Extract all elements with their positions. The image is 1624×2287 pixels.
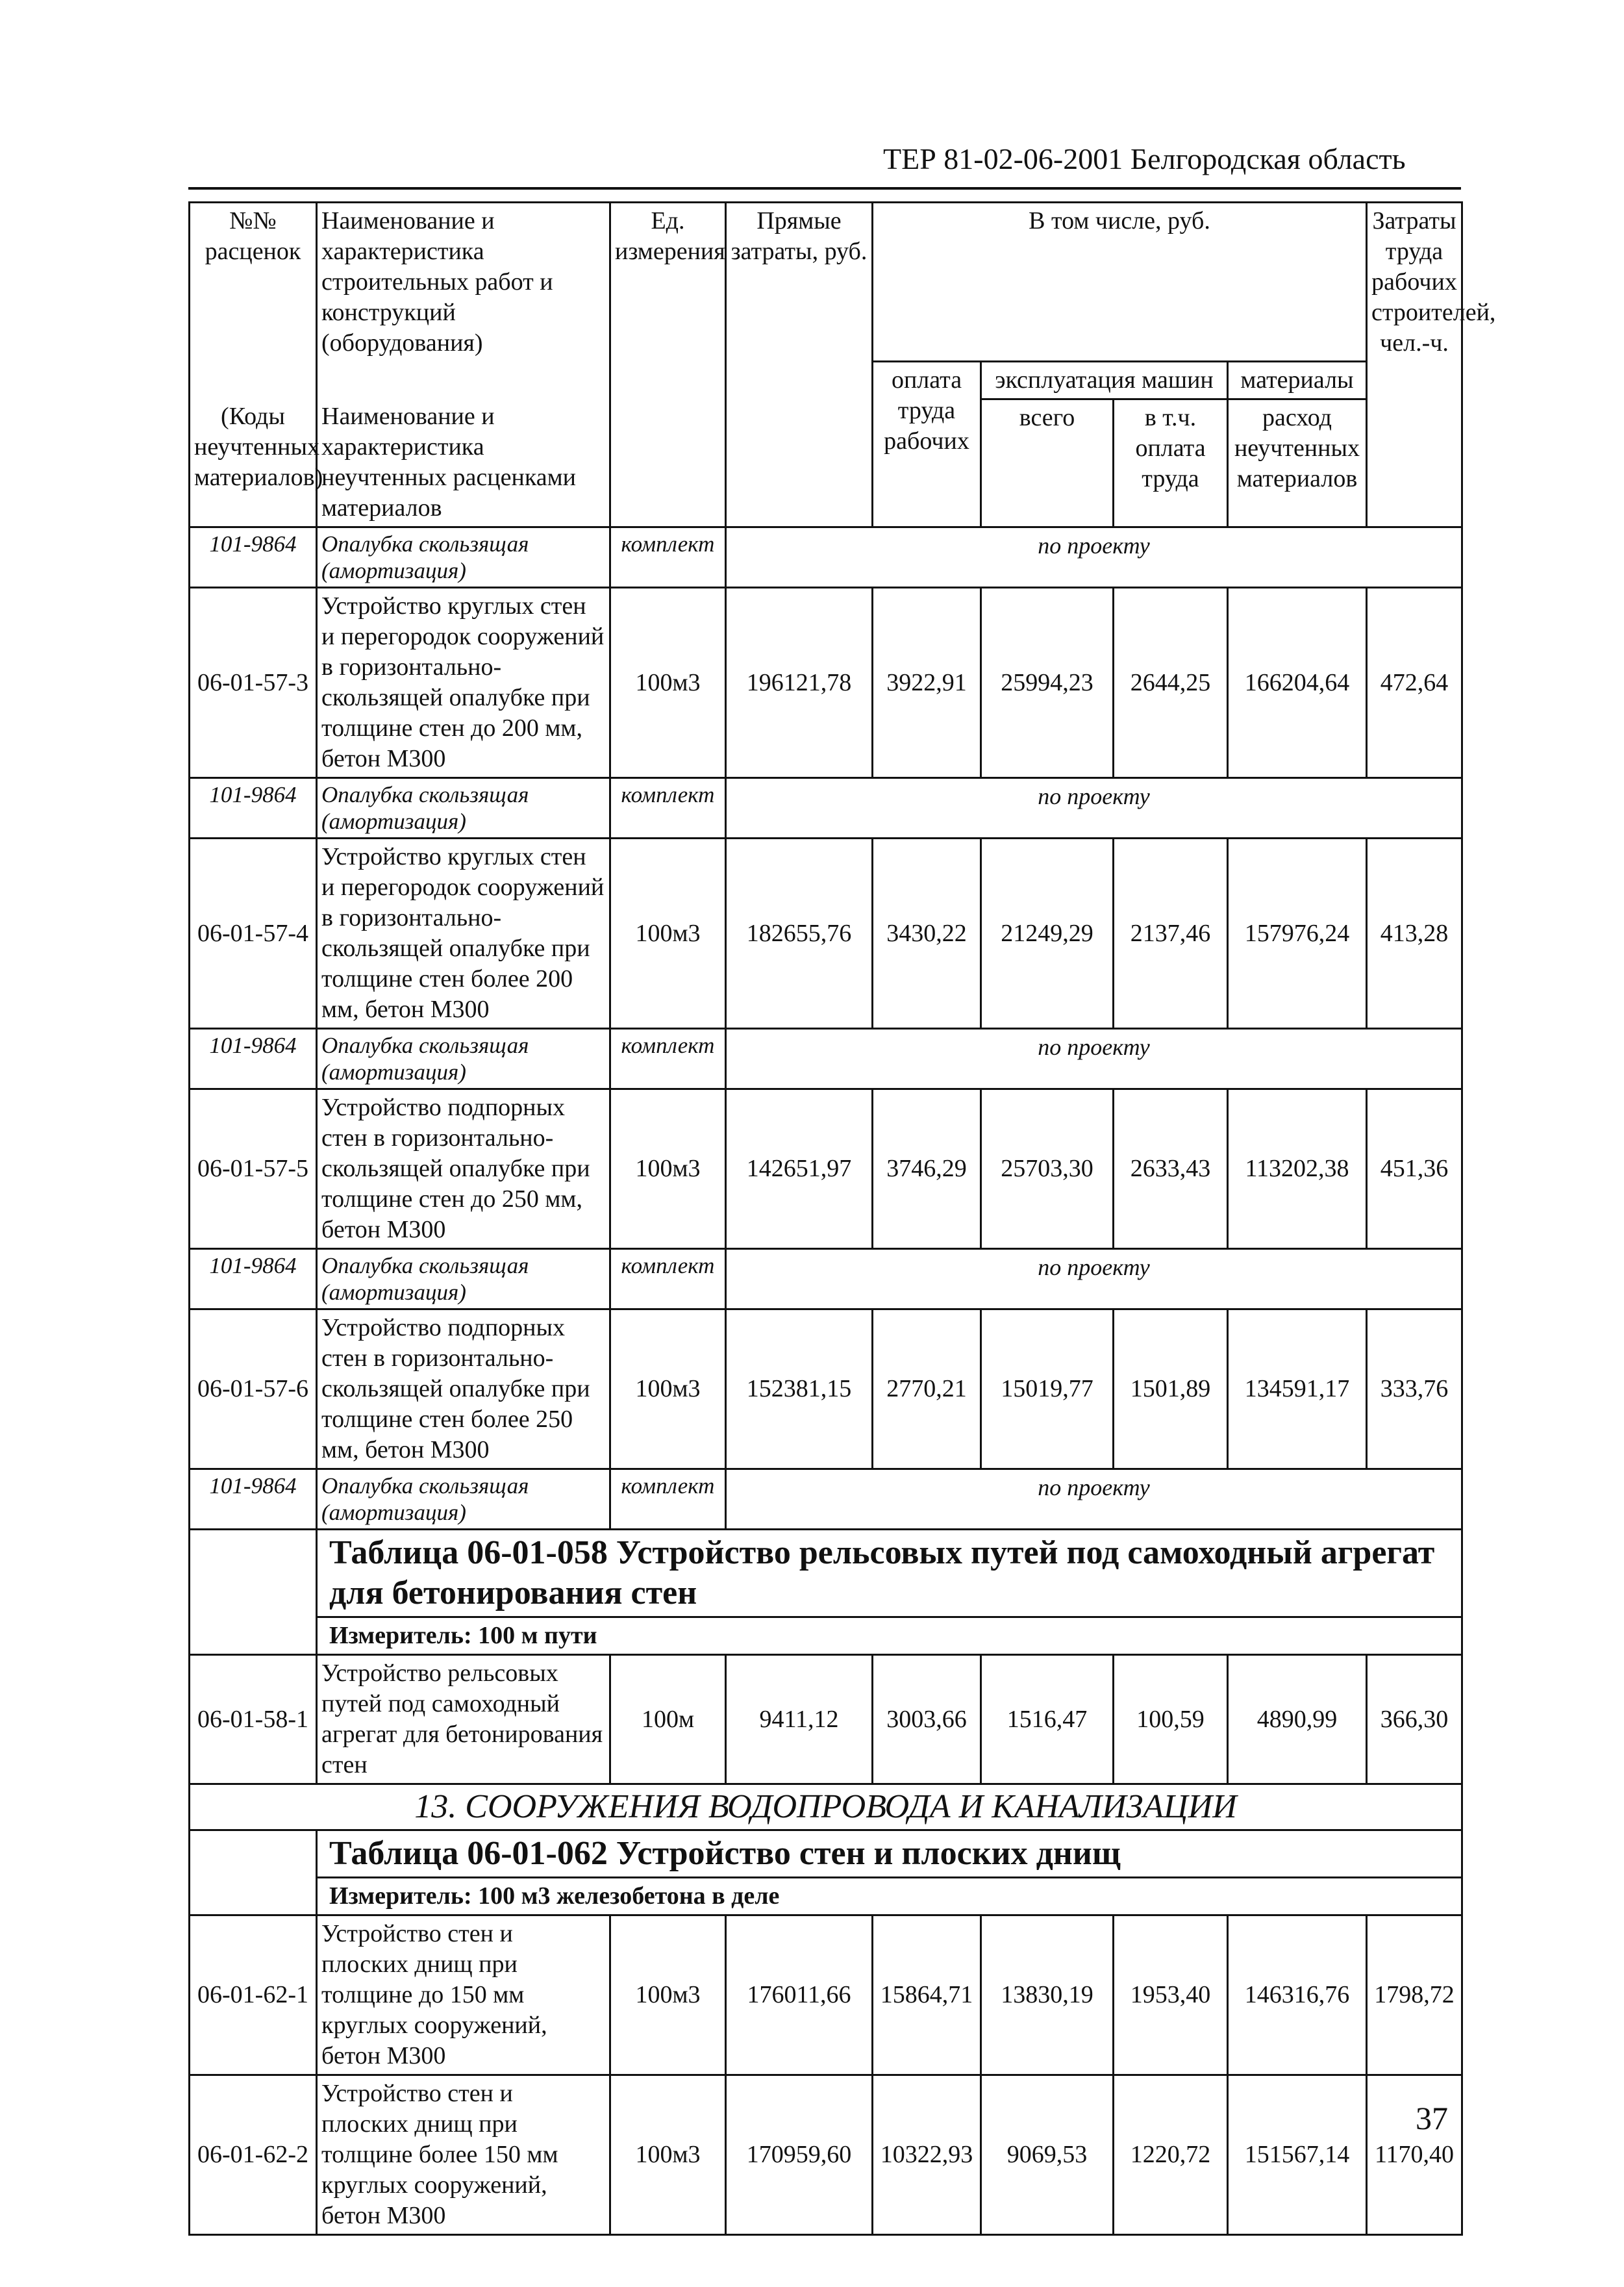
chapter-title: 13. СООРУЖЕНИЯ ВОДОПРОВОДА И КАНАЛИЗАЦИИ [190, 1784, 1462, 1830]
row-name: Устройство рельсовых путей под самоходный агрегат для бетонирования стен [317, 1655, 610, 1784]
row-labor: 366,30 [1367, 1655, 1462, 1784]
row-name: Устройство подпорных стен в горизонтально-скользящей опалубке при толщине стен более 250 мм, бетон М300 [317, 1309, 610, 1469]
row-direct: 182655,76 [726, 839, 873, 1029]
row-labor: 333,76 [1367, 1309, 1462, 1469]
row-mat: 4890,99 [1228, 1655, 1367, 1784]
table-row [190, 1915, 1462, 2075]
row-code: 06-01-58-1 [190, 1655, 317, 1784]
col-mach-total-header: всего [981, 399, 1114, 527]
col-mach-header: эксплуатация машин [981, 361, 1228, 399]
row-mat: 146316,76 [1228, 1915, 1367, 2075]
section-code-spacer [190, 1830, 317, 1915]
row-labor: 451,36 [1367, 1089, 1462, 1249]
row-direct: 196121,78 [726, 588, 873, 778]
price-table [188, 201, 1496, 2236]
col-unit-header: Ед. измерения [610, 203, 726, 527]
row-unit: 100м3 [610, 2075, 726, 2235]
row-mach-pay: 2633,43 [1114, 1089, 1228, 1249]
row-mach-pay: 1501,89 [1114, 1309, 1228, 1469]
row-code: 06-01-57-3 [190, 588, 317, 778]
table-58-title: Таблица 06-01-058 Устройство рельсовых путей под самоходный агрегат для бетонирования стен [317, 1530, 1462, 1617]
row-direct: 142651,97 [726, 1089, 873, 1249]
row-pay: 3430,22 [873, 839, 981, 1029]
material-value: по проекту [726, 1469, 1462, 1530]
material-value: по проекту [726, 527, 1462, 588]
row-labor: 1170,40 [1367, 2075, 1462, 2235]
row-mach: 15019,77 [981, 1309, 1114, 1469]
col-incl-header: В том числе, руб. [873, 203, 1367, 362]
row-unit: 100м3 [610, 1915, 726, 2075]
table-row [190, 1655, 1462, 1784]
page-header-title: ТЕР 81-02-06-2001 Белгородская область [883, 142, 1406, 175]
row-labor: 472,64 [1367, 588, 1462, 778]
col-mat-header: материалы [1228, 361, 1367, 399]
material-unit: комплект [610, 778, 726, 839]
row-labor: 413,28 [1367, 839, 1462, 1029]
row-mat: 151567,14 [1228, 2075, 1367, 2235]
col-name-sub-header: Наименование и характеристика неучтенных расценками материалов [317, 399, 610, 527]
page-number: 37 [1416, 2100, 1448, 2136]
measure-row [190, 1878, 1462, 1915]
row-mach: 9069,53 [981, 2075, 1114, 2235]
header-row-1 [190, 203, 1462, 362]
row-name: Устройство круглых стен и перегородок сооружений в горизонтально-скользящей опалубке при толщине стен до 200 мм, бетон М300 [317, 588, 610, 778]
row-pay: 15864,71 [873, 1915, 981, 2075]
row-unit: 100м3 [610, 588, 726, 778]
material-row [190, 1249, 1462, 1309]
material-code: 101-9864 [190, 778, 317, 839]
row-pay: 3922,91 [873, 588, 981, 778]
row-code: 06-01-62-1 [190, 1915, 317, 2075]
col-pay-header: оплата труда рабочих [873, 361, 981, 527]
material-code: 101-9864 [190, 1029, 317, 1089]
row-mach: 25994,23 [981, 588, 1114, 778]
row-mach-pay: 100,59 [1114, 1655, 1228, 1784]
material-value: по проекту [726, 1249, 1462, 1309]
table-row [190, 2075, 1462, 2235]
row-labor: 1798,72 [1367, 1915, 1462, 2075]
material-value: по проекту [726, 1029, 1462, 1089]
material-unit: комплект [610, 1029, 726, 1089]
table-62-title: Таблица 06-01-062 Устройство стен и плоских днищ [317, 1830, 1462, 1878]
row-unit: 100м3 [610, 1309, 726, 1469]
row-code: 06-01-62-2 [190, 2075, 317, 2235]
material-name: Опалубка скользящая (амортизация) [317, 1249, 610, 1309]
row-name: Устройство круглых стен и перегородок сооружений в горизонтально-скользящей опалубке при толщине стен более 200 мм, бетон М300 [317, 839, 610, 1029]
section-title-row [190, 1830, 1462, 1878]
row-unit: 100м3 [610, 1089, 726, 1249]
row-name: Устройство подпорных стен в горизонтально-скользящей опалубке при толщине стен до 250 мм, бетон М300 [317, 1089, 610, 1249]
chapter-row [190, 1784, 1462, 1830]
section-title-row [190, 1530, 1462, 1617]
material-row [190, 527, 1462, 588]
material-code: 101-9864 [190, 527, 317, 588]
col-code-spacer [190, 361, 317, 399]
row-name: Устройство стен и плоских днищ при толщине более 150 мм круглых сооружений, бетон М300 [317, 2075, 610, 2235]
row-name: Устройство стен и плоских днищ при толщине до 150 мм круглых сооружений, бетон М300 [317, 1915, 610, 2075]
section-code-spacer [190, 1530, 317, 1655]
row-mach: 25703,30 [981, 1089, 1114, 1249]
table-62-measure: Измеритель: 100 м3 железобетона в деле [317, 1878, 1462, 1915]
row-mach: 13830,19 [981, 1915, 1114, 2075]
col-labor-header: Затраты труда рабочих строителей, чел.-ч. [1367, 203, 1462, 527]
material-row [190, 1469, 1462, 1530]
header-rule [188, 187, 1461, 190]
measure-row [190, 1617, 1462, 1655]
material-name: Опалубка скользящая (амортизация) [317, 1029, 610, 1089]
row-mat: 113202,38 [1228, 1089, 1367, 1249]
row-mach: 1516,47 [981, 1655, 1114, 1784]
material-name: Опалубка скользящая (амортизация) [317, 527, 610, 588]
row-mach-pay: 1953,40 [1114, 1915, 1228, 2075]
material-code: 101-9864 [190, 1249, 317, 1309]
row-code: 06-01-57-6 [190, 1309, 317, 1469]
material-unit: комплект [610, 1249, 726, 1309]
row-pay: 3746,29 [873, 1089, 981, 1249]
row-unit: 100м3 [610, 839, 726, 1029]
material-unit: комплект [610, 527, 726, 588]
table-58-measure: Измеритель: 100 м пути [317, 1617, 1462, 1655]
row-mach-pay: 2137,46 [1114, 839, 1228, 1029]
table-row [190, 1089, 1462, 1249]
row-mach-pay: 1220,72 [1114, 2075, 1228, 2235]
row-mat: 157976,24 [1228, 839, 1367, 1029]
material-name: Опалубка скользящая (амортизация) [317, 1469, 610, 1530]
row-mach-pay: 2644,25 [1114, 588, 1228, 778]
material-value: по проекту [726, 778, 1462, 839]
row-pay: 3003,66 [873, 1655, 981, 1784]
row-code: 06-01-57-5 [190, 1089, 317, 1249]
material-unit: комплект [610, 1469, 726, 1530]
row-pay: 2770,21 [873, 1309, 981, 1469]
row-direct: 152381,15 [726, 1309, 873, 1469]
row-unit: 100м [610, 1655, 726, 1784]
table-row [190, 1309, 1462, 1469]
col-name-header: Наименование и характеристика строительных работ и конструкций (оборудования) [317, 203, 610, 362]
row-pay: 10322,93 [873, 2075, 981, 2235]
row-direct: 176011,66 [726, 1915, 873, 2075]
table-row [190, 839, 1462, 1029]
row-direct: 170959,60 [726, 2075, 873, 2235]
row-direct: 9411,12 [726, 1655, 873, 1784]
row-mach: 21249,29 [981, 839, 1114, 1029]
row-mat: 134591,17 [1228, 1309, 1367, 1469]
table-row [190, 588, 1462, 778]
col-mat-sub-header: расход неучтенных материалов [1228, 399, 1367, 527]
col-direct-header: Прямые затраты, руб. [726, 203, 873, 527]
col-code-sub-header: (Коды неучтенных материалов) [190, 399, 317, 527]
row-code: 06-01-57-4 [190, 839, 317, 1029]
row-mat: 166204,64 [1228, 588, 1367, 778]
col-name-spacer [317, 361, 610, 399]
material-row [190, 1029, 1462, 1089]
material-name: Опалубка скользящая (амортизация) [317, 778, 610, 839]
col-code-header: №№ расценок [190, 203, 317, 362]
material-row [190, 778, 1462, 839]
col-mach-pay-header: в т.ч. оплата труда [1114, 399, 1228, 527]
material-code: 101-9864 [190, 1469, 317, 1530]
